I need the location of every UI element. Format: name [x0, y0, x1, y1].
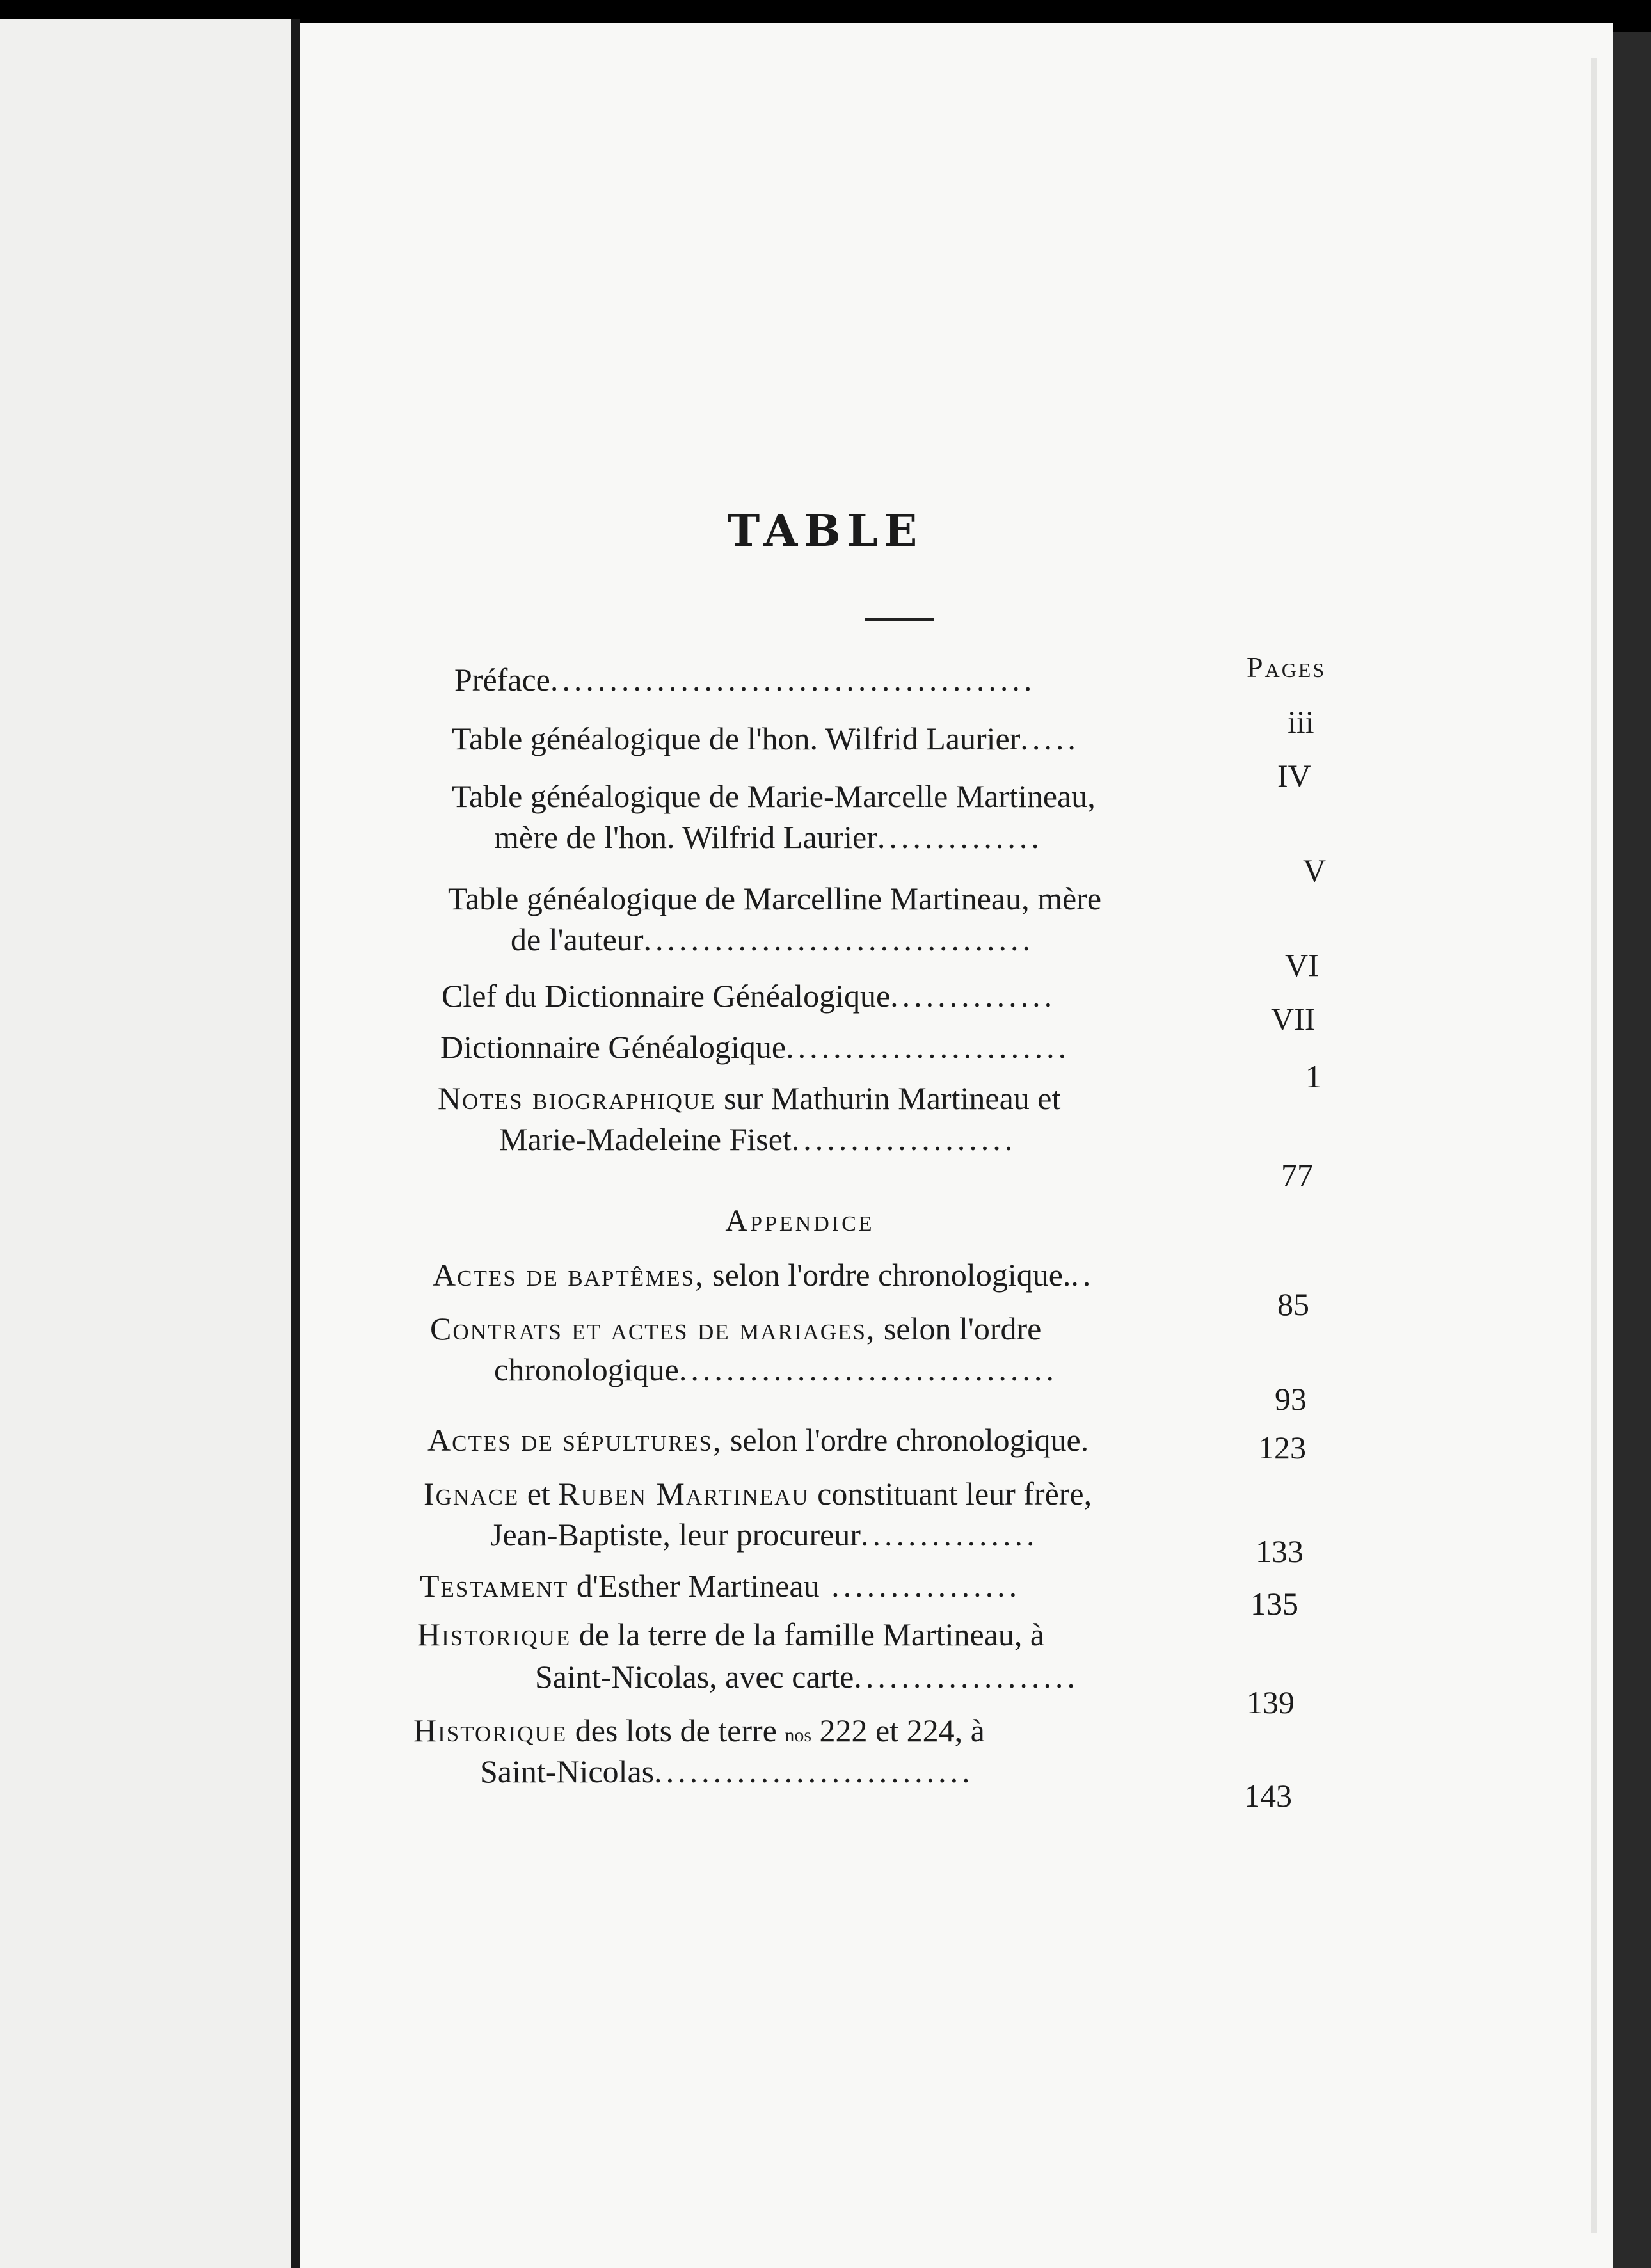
- appendix-entry-text: selon l'ordre chronologique.: [704, 1257, 1071, 1293]
- appendix-page-number: 133: [1256, 1533, 1304, 1569]
- toc-page-number: V: [1303, 852, 1327, 888]
- page-edge: [1613, 32, 1651, 2268]
- appendix-entry-text: selon l'ordre: [875, 1311, 1042, 1346]
- appendix-page-number: 123: [1258, 1430, 1306, 1465]
- appendix-page-number: 85: [1277, 1286, 1309, 1322]
- appendix-entry-text: des lots de terre: [567, 1713, 785, 1748]
- toc-entry-line: Table généalogique de Marie-Marcelle Martineau,: [452, 778, 1096, 814]
- appendix-page-number: 135: [1250, 1586, 1298, 1622]
- toc-page-number: IV: [1277, 758, 1311, 794]
- appendix-entry-text: 222 et 224, à: [811, 1713, 985, 1748]
- toc-page-number: VI: [1285, 947, 1319, 983]
- dot-leader: .................................: [643, 922, 1035, 957]
- appendix-entry-lead: Historique: [417, 1617, 571, 1652]
- toc-page-number: iii: [1288, 704, 1314, 740]
- toc-entry-line: Marie-Madeleine Fiset: [499, 1121, 792, 1157]
- appendix-entry-text: selon l'ordre chronologique.: [722, 1422, 1089, 1458]
- appendix-entry-text: et: [519, 1476, 559, 1512]
- dot-leader: .........................................: [550, 662, 1036, 698]
- page-title: TABLE: [727, 506, 924, 557]
- appendix-entry-line: Saint-Nicolas, avec carte: [535, 1659, 854, 1695]
- page-edge-strip: [1591, 58, 1597, 2233]
- dot-leader: ................: [819, 1568, 1021, 1604]
- toc-entry-text: Dictionnaire Généalogique: [440, 1029, 786, 1065]
- appendix-page-number: 139: [1247, 1684, 1295, 1720]
- toc-entry-text: sur Mathurin Martineau et: [715, 1080, 1061, 1116]
- appendix-entry-text: de la terre de la famille Martineau, à: [571, 1617, 1045, 1652]
- toc-entry-line: mère de l'hon. Wilfrid Laurier: [494, 819, 877, 855]
- appendix-heading: Appendice: [725, 1204, 875, 1238]
- toc-entry-text: Table généalogique de l'hon. Wilfrid Laurier: [452, 721, 1021, 756]
- toc-page-number: 77: [1281, 1157, 1313, 1193]
- appendix-entry-lead: Ruben Martineau: [558, 1476, 810, 1512]
- book-gutter: [291, 19, 300, 2268]
- dot-leader: ...................: [791, 1121, 1017, 1157]
- appendix-entry-lead: Contrats et actes de mariages,: [430, 1311, 876, 1346]
- appendix-entry-lead: Testament: [420, 1568, 569, 1604]
- dot-leader: .....: [1020, 721, 1080, 756]
- toc-entry-text: Préface: [454, 662, 550, 698]
- appendix-entry-lead: Historique: [413, 1713, 568, 1748]
- dot-leader: ...................: [854, 1659, 1079, 1695]
- appendix-entry-line: Jean-Baptiste, leur procureur: [490, 1517, 861, 1553]
- appendix-page-number: 93: [1275, 1381, 1307, 1417]
- appendix-entry-lead: Ignace: [424, 1476, 520, 1512]
- toc-entry-line: de l'auteur: [511, 922, 644, 957]
- dot-leader: ..............: [890, 978, 1057, 1014]
- dot-leader: ................................: [678, 1352, 1058, 1387]
- toc-entry-line: Table généalogique de Marcelline Martineau, mère: [448, 881, 1102, 916]
- title-rule: [865, 618, 934, 621]
- appendix-entry-lead: Actes de sépultures,: [427, 1422, 722, 1458]
- dot-leader: ...............: [860, 1517, 1039, 1553]
- toc-entry-lead: Notes biographique: [438, 1080, 716, 1116]
- dot-leader: ...........................: [654, 1753, 974, 1789]
- appendix-entry-line: Saint-Nicolas: [480, 1753, 655, 1789]
- appendix-page-number: 143: [1244, 1778, 1292, 1814]
- left-blank-page: [0, 19, 291, 2268]
- appendix-entry-text: constituant leur frère,: [809, 1476, 1092, 1512]
- dot-leader: ........................: [786, 1029, 1071, 1065]
- toc-page-number: VII: [1271, 1001, 1316, 1037]
- numero-abbreviation: nos: [785, 1725, 812, 1746]
- dot-leader: ..............: [877, 819, 1043, 855]
- pages-column-header: Pages: [1247, 651, 1327, 683]
- appendix-entry-line: chronologique: [494, 1352, 679, 1387]
- toc-entry-text: Clef du Dictionnaire Généalogique: [442, 978, 891, 1014]
- appendix-entry-text: d'Esther Martineau: [568, 1568, 820, 1604]
- toc-page-number: 1: [1305, 1058, 1321, 1094]
- dot-leader: ..: [1071, 1257, 1095, 1293]
- appendix-entry-lead: Actes de baptêmes,: [433, 1257, 705, 1293]
